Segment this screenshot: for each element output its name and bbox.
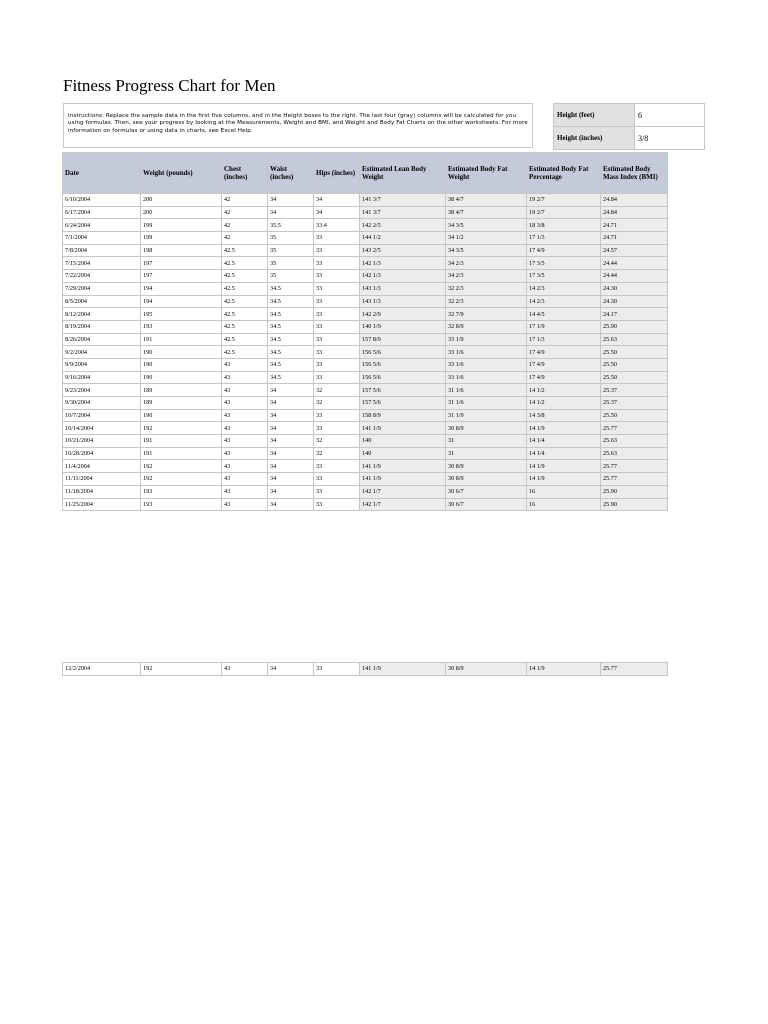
table-cell[interactable]: 31 [446, 435, 527, 448]
table-cell[interactable]: 43 [222, 460, 268, 473]
table-cell[interactable]: 32 [314, 435, 360, 448]
table-cell[interactable]: 33 [314, 473, 360, 486]
table-cell[interactable]: 24.57 [601, 244, 668, 257]
table-cell[interactable]: 194 [141, 295, 222, 308]
instructions-box: Instructions: Replace the sample data in the first five columns, and in the Height boxes to the right. The last four (gray) columns will be calculated for you using formulas. Then, see your progress by looking at the Measurements, Weight and BMI, and Weight and Body Fat Charts on the other worksheets. For more information on formulas or using data in charts, see Excel Help. [63, 103, 533, 148]
table-cell[interactable]: 35 [268, 244, 314, 257]
table-cell[interactable]: 156 5/6 [360, 346, 446, 359]
table-cell[interactable]: 30 6/7 [446, 498, 527, 511]
table-cell[interactable]: 30 8/9 [446, 663, 527, 676]
table-cell[interactable]: 192 [141, 663, 222, 676]
table-cell[interactable]: 10/7/2004 [63, 409, 141, 422]
table-cell[interactable]: 24.44 [601, 270, 668, 283]
table-cell[interactable]: 43 [222, 447, 268, 460]
column-header: Estimated Body Fat Weight [446, 153, 527, 194]
progress-table-extra [62, 662, 668, 676]
table-cell[interactable]: 34 [268, 485, 314, 498]
table-cell[interactable]: 142 1/7 [360, 498, 446, 511]
table-cell[interactable]: 192 [141, 473, 222, 486]
table-cell[interactable]: 32 8/9 [446, 320, 527, 333]
table-cell[interactable]: 191 [141, 333, 222, 346]
table-cell[interactable]: 43 [222, 663, 268, 676]
table-cell[interactable]: 8/12/2004 [63, 308, 141, 321]
table-cell[interactable]: 141 1/9 [360, 460, 446, 473]
height-table [553, 103, 705, 150]
table-cell[interactable]: 6/17/2004 [63, 206, 141, 219]
table-row [63, 371, 668, 384]
table-cell[interactable]: 24.30 [601, 282, 668, 295]
table-cell[interactable]: 9/23/2004 [63, 384, 141, 397]
table-cell[interactable]: 34 [268, 384, 314, 397]
table-cell[interactable]: 34 [314, 206, 360, 219]
table-cell[interactable]: 17 4/9 [527, 346, 601, 359]
table-cell[interactable]: 140 [360, 447, 446, 460]
table-cell[interactable]: 43 [222, 485, 268, 498]
column-header: Date [63, 153, 141, 194]
table-cell[interactable]: 9/2/2004 [63, 346, 141, 359]
table-cell[interactable]: 42.5 [222, 346, 268, 359]
table-cell[interactable]: 24.71 [601, 219, 668, 232]
table-cell[interactable]: 34 [268, 206, 314, 219]
table-cell[interactable]: 33 [314, 460, 360, 473]
table-row [63, 308, 668, 321]
table-cell[interactable]: 17 4/9 [527, 358, 601, 371]
table-cell[interactable]: 42 [222, 206, 268, 219]
table-cell[interactable]: 25.37 [601, 397, 668, 410]
table-cell[interactable]: 16 [527, 485, 601, 498]
table-cell[interactable]: 25.63 [601, 447, 668, 460]
table-cell[interactable]: 18 3/8 [527, 219, 601, 232]
table-cell[interactable]: 35.5 [268, 219, 314, 232]
table-row [63, 384, 668, 397]
table-cell[interactable]: 33 [314, 308, 360, 321]
table-cell[interactable]: 192 [141, 460, 222, 473]
table-cell[interactable]: 25.90 [601, 485, 668, 498]
table-cell[interactable]: 157 5/6 [360, 397, 446, 410]
table-cell[interactable]: 25.50 [601, 358, 668, 371]
table-cell[interactable]: 42.5 [222, 320, 268, 333]
table-cell[interactable]: 9/9/2004 [63, 358, 141, 371]
table-cell[interactable]: 38 4/7 [446, 206, 527, 219]
table-row [63, 244, 668, 257]
column-header: Estimated Body Fat Percentage [527, 153, 601, 194]
table-cell[interactable]: 24.84 [601, 206, 668, 219]
table-cell[interactable]: 34 [268, 498, 314, 511]
table-cell[interactable]: 42.5 [222, 295, 268, 308]
table-cell[interactable]: 193 [141, 498, 222, 511]
table-row [63, 194, 668, 207]
table-cell[interactable]: 30 8/9 [446, 473, 527, 486]
table-cell[interactable]: 25.63 [601, 333, 668, 346]
table-cell[interactable]: 30 6/7 [446, 485, 527, 498]
table-cell[interactable]: 194 [141, 282, 222, 295]
table-cell[interactable]: 14 1/9 [527, 663, 601, 676]
table-row [63, 447, 668, 460]
table-cell[interactable]: 33 [314, 485, 360, 498]
table-row [63, 346, 668, 359]
table-cell[interactable]: 143 2/5 [360, 244, 446, 257]
table-cell[interactable]: 156 5/6 [360, 371, 446, 384]
table-cell[interactable]: 43 [222, 422, 268, 435]
table-cell[interactable]: 34 2/3 [446, 257, 527, 270]
table-cell[interactable]: 24.30 [601, 295, 668, 308]
table-cell[interactable]: 24.71 [601, 232, 668, 245]
table-cell[interactable]: 7/29/2004 [63, 282, 141, 295]
table-cell[interactable]: 142 1/7 [360, 485, 446, 498]
table-row [63, 333, 668, 346]
table-cell[interactable]: 34 [268, 435, 314, 448]
table-cell[interactable]: 31 [446, 447, 527, 460]
column-header: Weight (pounds) [141, 153, 222, 194]
table-cell[interactable]: 10/21/2004 [63, 435, 141, 448]
table-cell[interactable]: 19 2/7 [527, 194, 601, 207]
table-cell[interactable]: 42.5 [222, 333, 268, 346]
table-cell[interactable]: 199 [141, 232, 222, 245]
table-row [63, 397, 668, 410]
table-cell[interactable]: 16 [527, 498, 601, 511]
table-cell[interactable]: 190 [141, 409, 222, 422]
table-cell[interactable]: 14 1/9 [527, 473, 601, 486]
table-cell[interactable]: 140 1/9 [360, 320, 446, 333]
table-row [63, 409, 668, 422]
table-cell[interactable]: 34 [268, 460, 314, 473]
table-cell[interactable]: 32 [314, 384, 360, 397]
table-cell[interactable]: 11/25/2004 [63, 498, 141, 511]
table-cell[interactable]: 42 [222, 194, 268, 207]
table-cell[interactable]: 33 [314, 409, 360, 422]
page-title: Fitness Progress Chart for Men [63, 76, 276, 95]
column-header: Hips (inches) [314, 153, 360, 194]
table-cell[interactable]: 42 [222, 219, 268, 232]
table-cell[interactable]: 32 2/3 [446, 282, 527, 295]
table-cell[interactable]: 14 1/4 [527, 435, 601, 448]
table-row [63, 422, 668, 435]
table-cell[interactable]: 17 1/3 [527, 333, 601, 346]
table-cell[interactable]: 17 1/9 [527, 320, 601, 333]
table-cell[interactable]: 200 [141, 206, 222, 219]
table-row [63, 473, 668, 486]
table-row [63, 498, 668, 511]
table-cell[interactable]: 33 [314, 270, 360, 283]
table-cell[interactable]: 141 3/7 [360, 206, 446, 219]
table-row [63, 206, 668, 219]
table-cell[interactable]: 33 1/6 [446, 371, 527, 384]
table-cell[interactable]: 43 [222, 358, 268, 371]
table-cell[interactable]: 25.77 [601, 422, 668, 435]
table-cell[interactable]: 142 1/3 [360, 270, 446, 283]
table-cell[interactable]: 34 1/2 [446, 232, 527, 245]
table-cell[interactable]: 17 4/9 [527, 371, 601, 384]
table-cell[interactable]: 143 1/3 [360, 295, 446, 308]
table-cell[interactable]: 8/19/2004 [63, 320, 141, 333]
table-cell[interactable]: 33 [314, 244, 360, 257]
table-cell[interactable]: 42.5 [222, 308, 268, 321]
table-cell[interactable]: 200 [141, 194, 222, 207]
table-cell[interactable]: 34 3/5 [446, 219, 527, 232]
table-cell[interactable]: 42.5 [222, 244, 268, 257]
table-cell[interactable]: 34.5 [268, 295, 314, 308]
table-row [63, 295, 668, 308]
column-header: Estimated Lean Body Weight [360, 153, 446, 194]
table-cell[interactable]: 11/11/2004 [63, 473, 141, 486]
table-cell[interactable]: 33 [314, 320, 360, 333]
height-inches-cell[interactable]: 3/8 [635, 127, 705, 150]
table-cell[interactable]: 197 [141, 270, 222, 283]
table-cell[interactable]: 35 [268, 270, 314, 283]
table-cell[interactable]: 144 1/2 [360, 232, 446, 245]
table-row [63, 663, 668, 676]
table-cell[interactable]: 6/24/2004 [63, 219, 141, 232]
column-header: Chest (inches) [222, 153, 268, 194]
table-cell[interactable]: 42 [222, 232, 268, 245]
table-cell[interactable]: 193 [141, 485, 222, 498]
table-cell[interactable]: 14 2/3 [527, 295, 601, 308]
table-row [63, 257, 668, 270]
table-cell[interactable]: 25.37 [601, 384, 668, 397]
table-cell[interactable]: 33.4 [314, 219, 360, 232]
table-cell[interactable]: 143 1/3 [360, 282, 446, 295]
table-cell[interactable]: 32 7/9 [446, 308, 527, 321]
table-cell[interactable]: 33 [314, 282, 360, 295]
height-feet-label: Height (feet) [554, 104, 635, 127]
table-cell[interactable]: 30 8/9 [446, 460, 527, 473]
table-cell[interactable]: 38 4/7 [446, 194, 527, 207]
table-row [63, 282, 668, 295]
table-cell[interactable]: 43 [222, 435, 268, 448]
table-cell[interactable]: 158 8/9 [360, 409, 446, 422]
table-row [63, 358, 668, 371]
table-cell[interactable]: 32 [314, 447, 360, 460]
table-cell[interactable]: 30 8/9 [446, 422, 527, 435]
table-cell[interactable]: 32 2/3 [446, 295, 527, 308]
table-row [63, 460, 668, 473]
table-cell[interactable]: 34 [268, 663, 314, 676]
table-cell[interactable]: 34 2/3 [446, 270, 527, 283]
table-cell[interactable]: 17 4/9 [527, 244, 601, 257]
table-cell[interactable]: 141 1/9 [360, 473, 446, 486]
table-cell[interactable]: 33 [314, 422, 360, 435]
table-cell[interactable]: 141 3/7 [360, 194, 446, 207]
table-cell[interactable]: 34.5 [268, 320, 314, 333]
table-cell[interactable]: 33 [314, 663, 360, 676]
table-cell[interactable]: 198 [141, 244, 222, 257]
table-cell[interactable]: 8/5/2004 [63, 295, 141, 308]
table-cell[interactable]: 25.77 [601, 473, 668, 486]
table-cell[interactable]: 25.77 [601, 663, 668, 676]
table-cell[interactable]: 42.5 [222, 282, 268, 295]
table-cell[interactable]: 34 [268, 473, 314, 486]
table-cell[interactable]: 34.5 [268, 346, 314, 359]
table-cell[interactable]: 12/2/2004 [63, 663, 141, 676]
table-cell[interactable]: 14 1/9 [527, 460, 601, 473]
table-cell[interactable]: 157 8/9 [360, 333, 446, 346]
table-cell[interactable]: 34 [268, 397, 314, 410]
table-cell[interactable]: 43 [222, 498, 268, 511]
column-header: Waist (inches) [268, 153, 314, 194]
table-cell[interactable]: 31 1/9 [446, 409, 527, 422]
table-cell[interactable]: 14 4/5 [527, 308, 601, 321]
table-cell[interactable]: 189 [141, 397, 222, 410]
table-cell[interactable]: 43 [222, 397, 268, 410]
table-cell[interactable]: 7/15/2004 [63, 257, 141, 270]
table-cell[interactable]: 43 [222, 473, 268, 486]
table-cell[interactable]: 7/8/2004 [63, 244, 141, 257]
table-cell[interactable]: 34.5 [268, 333, 314, 346]
table-cell[interactable]: 190 [141, 346, 222, 359]
table-cell[interactable]: 25.90 [601, 498, 668, 511]
table-cell[interactable]: 43 [222, 371, 268, 384]
table-cell[interactable]: 34.5 [268, 308, 314, 321]
table-cell[interactable]: 33 [314, 232, 360, 245]
table-cell[interactable]: 34 [268, 194, 314, 207]
table-cell[interactable]: 33 [314, 333, 360, 346]
table-cell[interactable]: 197 [141, 257, 222, 270]
table-cell[interactable]: 14 1/2 [527, 397, 601, 410]
table-cell[interactable]: 24.44 [601, 257, 668, 270]
table-cell[interactable]: 193 [141, 320, 222, 333]
table-cell[interactable]: 14 1/2 [527, 384, 601, 397]
table-cell[interactable]: 34 3/5 [446, 244, 527, 257]
table-cell[interactable]: 8/26/2004 [63, 333, 141, 346]
table-cell[interactable]: 7/1/2004 [63, 232, 141, 245]
table-cell[interactable]: 33 1/6 [446, 346, 527, 359]
table-cell[interactable]: 17 3/5 [527, 257, 601, 270]
table-cell[interactable]: 33 1/6 [446, 358, 527, 371]
height-inches-label: Height (inches) [554, 127, 635, 150]
table-cell[interactable]: 25.50 [601, 371, 668, 384]
table-cell[interactable]: 33 [314, 295, 360, 308]
table-cell[interactable]: 17 1/3 [527, 232, 601, 245]
table-cell[interactable]: 32 [314, 397, 360, 410]
table-cell[interactable]: 34 [268, 422, 314, 435]
table-cell[interactable]: 9/16/2004 [63, 371, 141, 384]
table-cell[interactable]: 17 3/5 [527, 270, 601, 283]
table-cell[interactable]: 34 [314, 194, 360, 207]
table-cell[interactable]: 25.77 [601, 460, 668, 473]
table-cell[interactable]: 25.63 [601, 435, 668, 448]
table-cell[interactable]: 142 1/3 [360, 257, 446, 270]
table-cell[interactable]: 33 [314, 257, 360, 270]
table-cell[interactable]: 34.5 [268, 358, 314, 371]
table-cell[interactable]: 192 [141, 422, 222, 435]
table-cell[interactable]: 33 1/9 [446, 333, 527, 346]
table-row [63, 435, 668, 448]
table-row [63, 485, 668, 498]
table-cell[interactable]: 10/28/2004 [63, 447, 141, 460]
table-cell[interactable]: 142 2/9 [360, 308, 446, 321]
table-cell[interactable]: 25.90 [601, 320, 668, 333]
table-cell[interactable]: 35 [268, 232, 314, 245]
table-row [63, 320, 668, 333]
table-cell[interactable]: 24.17 [601, 308, 668, 321]
table-cell[interactable]: 24.84 [601, 194, 668, 207]
table-cell[interactable]: 11/18/2004 [63, 485, 141, 498]
table-cell[interactable]: 11/4/2004 [63, 460, 141, 473]
table-cell[interactable]: 34 [268, 409, 314, 422]
table-cell[interactable]: 14 2/3 [527, 282, 601, 295]
table-cell[interactable]: 191 [141, 435, 222, 448]
table-cell[interactable]: 33 [314, 358, 360, 371]
table-cell[interactable]: 141 1/9 [360, 422, 446, 435]
table-row [63, 270, 668, 283]
table-cell[interactable]: 14 1/4 [527, 447, 601, 460]
table-cell[interactable]: 14 3/8 [527, 409, 601, 422]
table-cell[interactable]: 189 [141, 384, 222, 397]
progress-table [62, 152, 668, 511]
table-cell[interactable]: 33 [314, 346, 360, 359]
table-cell[interactable]: 9/30/2004 [63, 397, 141, 410]
table-cell[interactable]: 35 [268, 257, 314, 270]
table-cell[interactable]: 25.50 [601, 409, 668, 422]
table-cell[interactable]: 140 [360, 435, 446, 448]
table-cell[interactable]: 191 [141, 447, 222, 460]
table-cell[interactable]: 6/10/2004 [63, 194, 141, 207]
table-cell[interactable]: 33 [314, 371, 360, 384]
table-cell[interactable]: 34 [268, 447, 314, 460]
table-cell[interactable]: 43 [222, 409, 268, 422]
table-cell[interactable]: 25.50 [601, 346, 668, 359]
column-header: Estimated Body Mass Index (BMI) [601, 153, 668, 194]
table-cell[interactable]: 14 1/9 [527, 422, 601, 435]
table-cell[interactable]: 34.5 [268, 371, 314, 384]
table-cell[interactable]: 31 1/6 [446, 397, 527, 410]
table-cell[interactable]: 10/14/2004 [63, 422, 141, 435]
table-cell[interactable]: 31 1/6 [446, 384, 527, 397]
table-row [63, 219, 668, 232]
table-cell[interactable]: 195 [141, 308, 222, 321]
table-cell[interactable]: 34.5 [268, 282, 314, 295]
table-header-row [63, 153, 668, 194]
height-feet-cell[interactable]: 6 [635, 104, 705, 127]
table-cell[interactable]: 199 [141, 219, 222, 232]
table-cell[interactable]: 157 5/6 [360, 384, 446, 397]
table-cell[interactable]: 141 1/9 [360, 663, 446, 676]
table-cell[interactable]: 42.5 [222, 257, 268, 270]
table-cell[interactable]: 33 [314, 498, 360, 511]
table-cell[interactable]: 156 5/6 [360, 358, 446, 371]
table-cell[interactable]: 42.5 [222, 270, 268, 283]
table-cell[interactable]: 190 [141, 358, 222, 371]
table-cell[interactable]: 7/22/2004 [63, 270, 141, 283]
table-cell[interactable]: 43 [222, 384, 268, 397]
table-cell[interactable]: 142 2/5 [360, 219, 446, 232]
table-cell[interactable]: 190 [141, 371, 222, 384]
table-row [63, 232, 668, 245]
table-cell[interactable]: 19 2/7 [527, 206, 601, 219]
